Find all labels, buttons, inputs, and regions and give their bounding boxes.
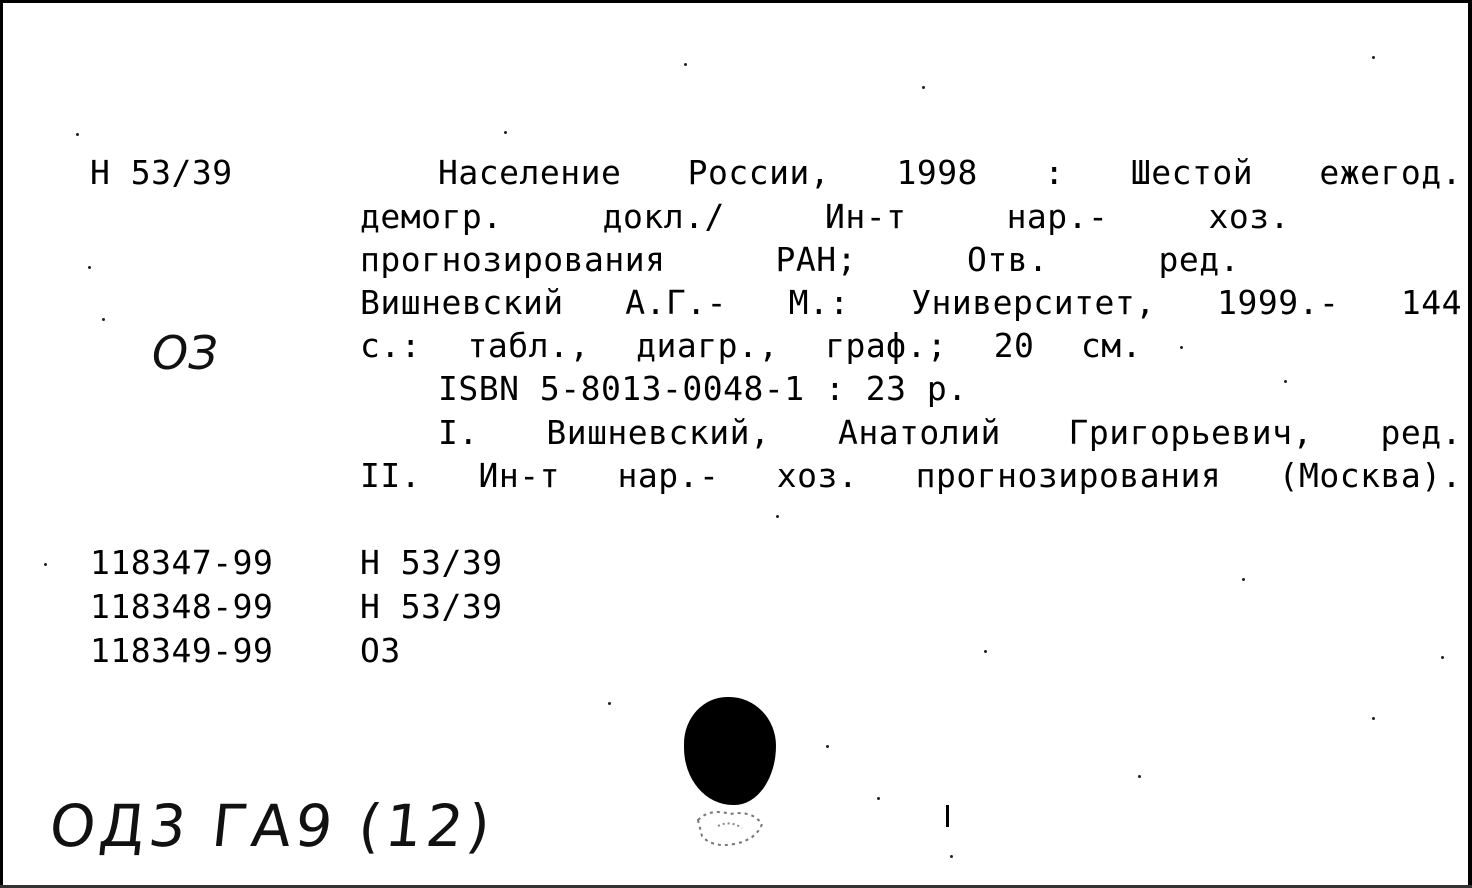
word: I. — [438, 413, 479, 452]
scan-speck — [826, 745, 829, 748]
word: 1998 — [896, 153, 978, 192]
added-entry-editor — [438, 413, 1462, 452]
word: (Москва). — [1278, 456, 1462, 495]
word: России, — [687, 153, 831, 192]
word: РАН; — [775, 240, 857, 279]
word: хоз. — [776, 456, 859, 495]
word: 20 — [993, 326, 1035, 365]
word: М.: — [788, 283, 850, 322]
word: докл./ — [602, 197, 725, 236]
word: А.Г.- — [625, 283, 728, 322]
scan-speck — [1284, 380, 1287, 383]
scan-speck — [1441, 656, 1444, 659]
word: II. — [360, 456, 422, 495]
word: хоз. — [1208, 197, 1290, 236]
scan-speck — [984, 650, 987, 653]
word: 1999.- — [1217, 283, 1340, 322]
word: прогнозирования — [915, 456, 1222, 495]
word: Вишневский — [360, 283, 564, 322]
added-entry-institution — [360, 456, 1462, 495]
handwritten-location-code: ОЗ — [152, 326, 218, 380]
scan-speck — [1372, 717, 1375, 720]
scan-speck — [1242, 578, 1245, 581]
holding-location: Н 53/39 — [360, 543, 503, 582]
scan-speck — [102, 318, 105, 321]
word: Ин-т — [824, 197, 907, 236]
word: прогнозирования — [360, 240, 666, 279]
scan-speck — [877, 797, 880, 800]
word: : — [1044, 153, 1065, 192]
holding-location: Н 53/39 — [360, 587, 503, 626]
scan-speck — [1180, 346, 1183, 349]
word: Анатолий — [837, 413, 1001, 452]
description-line-4 — [360, 283, 1462, 322]
word: Григорьевич, — [1068, 413, 1313, 452]
card-edge-right — [1468, 0, 1472, 888]
description-line-3 — [360, 240, 1240, 279]
scan-speck — [504, 131, 507, 134]
scan-speck — [608, 702, 611, 705]
scan-speck — [950, 855, 953, 858]
word: см. — [1080, 326, 1142, 365]
inventory-number: 118347-99 — [90, 543, 274, 582]
word: Отв. — [967, 240, 1049, 279]
word: ред. — [1158, 240, 1240, 279]
word: 144 — [1400, 283, 1462, 322]
word: ежегод. — [1319, 153, 1462, 192]
description-line-5 — [360, 326, 1142, 365]
scan-speck — [88, 266, 91, 269]
holding-location: ОЗ — [360, 631, 401, 670]
scan-speck — [1138, 775, 1141, 778]
scan-speck — [76, 133, 79, 136]
word: ред. — [1380, 413, 1462, 452]
word: с.: — [360, 326, 422, 365]
word: Шестой — [1130, 153, 1254, 192]
word: граф.; — [825, 326, 948, 365]
ink-tick-mark — [946, 805, 949, 827]
scan-speck — [684, 63, 687, 66]
description-line-2 — [360, 197, 1290, 236]
ink-blot — [684, 697, 776, 805]
word: Ин-т — [478, 456, 561, 495]
card-edge-top — [0, 0, 1472, 3]
inventory-number: 118349-99 — [90, 631, 274, 670]
faint-stamp-mark — [690, 800, 770, 855]
shelf-mark: Н 53/39 — [90, 153, 233, 192]
scan-speck — [1372, 56, 1375, 59]
scan-speck — [922, 86, 925, 89]
word: Вишневский, — [546, 413, 771, 452]
word: табл., — [467, 326, 590, 365]
word: нар.- — [617, 456, 720, 495]
scan-speck — [776, 515, 779, 518]
handwritten-shelf-note: ОД3 ГА9 (12) — [46, 792, 498, 860]
isbn-line: ISBN 5-8013-0048-1 : 23 р. — [438, 369, 968, 408]
word: нар.- — [1006, 197, 1109, 236]
word: демогр. — [360, 197, 503, 236]
word: Население — [438, 153, 622, 192]
word: диагр., — [636, 326, 779, 365]
inventory-number: 118348-99 — [90, 587, 274, 626]
word: Университет, — [911, 283, 1156, 322]
description-line-1 — [438, 153, 1462, 192]
card-edge-left — [0, 0, 3, 888]
scan-speck — [44, 563, 47, 566]
